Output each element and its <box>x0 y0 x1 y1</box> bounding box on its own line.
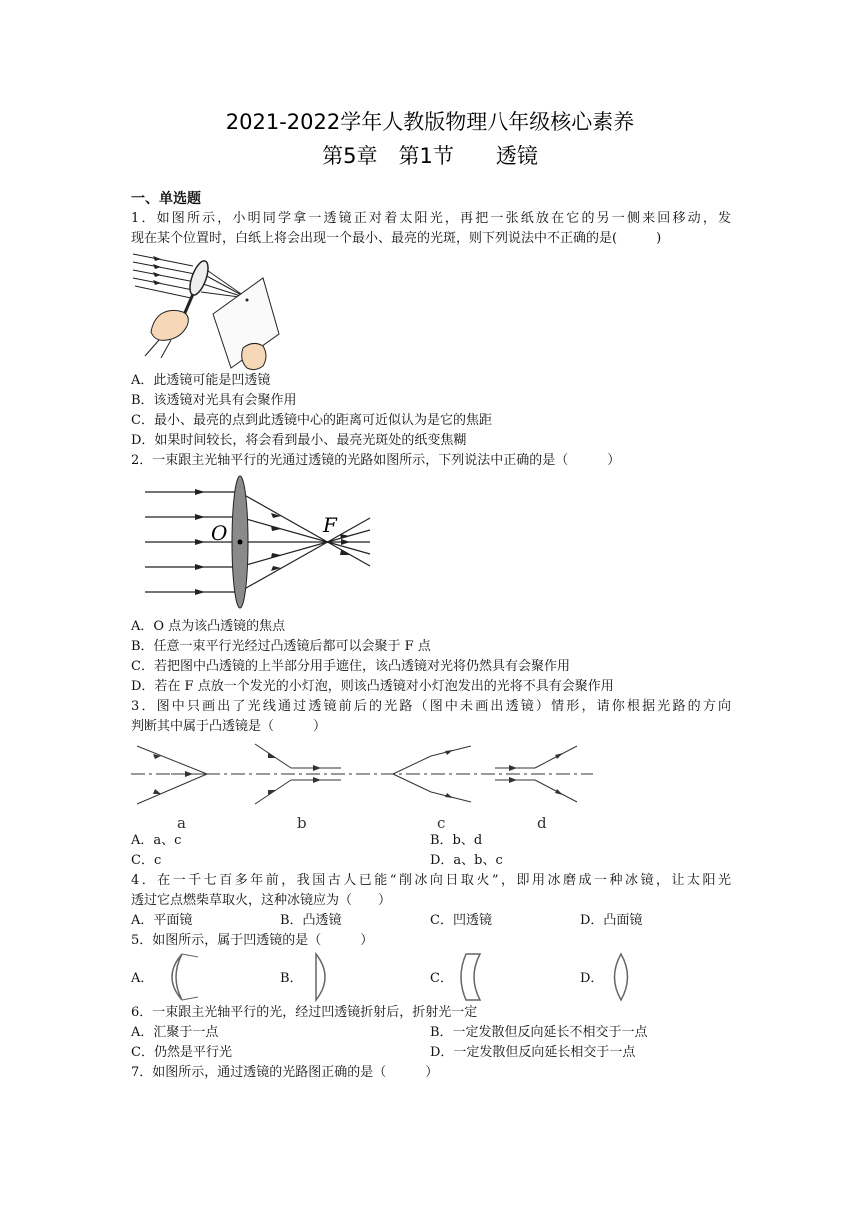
q5-lens-b-icon <box>308 952 338 1002</box>
q6-option-c[interactable]: C．仍然是平行光 <box>131 1045 232 1060</box>
q6-option-d[interactable]: D．一定发散但反向延长相交于一点 <box>430 1045 636 1060</box>
q2-label-f: F <box>323 513 337 537</box>
q5-option-b[interactable]: B． <box>280 971 303 986</box>
q2-option-d[interactable]: D．若在 F 点放一个发光的小灯泡，则该凸透镜对小灯泡发出的光将不具有会聚作用 <box>131 679 614 694</box>
q6-stem: 6．一束跟主光轴平行的光，经过凹透镜折射后，折射光一定 <box>131 1005 478 1020</box>
q2-option-b[interactable]: B．任意一束平行光经过凸透镜后都可以会聚于 F 点 <box>131 639 431 654</box>
q3-option-d[interactable]: D．a、b、c <box>430 853 503 868</box>
q3-label-b: b <box>297 814 307 832</box>
q2-label-o: O <box>211 521 228 545</box>
document-subtitle: 第5章 第1节 透镜 <box>322 144 538 168</box>
q5-option-d[interactable]: D． <box>580 971 604 986</box>
section-heading: 一、单选题 <box>131 191 201 207</box>
q3-label-d: d <box>537 814 547 832</box>
q5-option-a[interactable]: A． <box>131 971 154 986</box>
q3-option-c[interactable]: C．c <box>131 853 162 868</box>
q3-option-b[interactable]: B．b、d <box>430 833 483 848</box>
q3-option-a[interactable]: A．a、c <box>131 833 182 848</box>
q1-option-c[interactable]: C．最小、最亮的点到此透镜中心的距离可近似认为是它的焦距 <box>131 413 492 428</box>
q4-option-c[interactable]: C．凹透镜 <box>430 913 492 928</box>
q6-option-a[interactable]: A．汇聚于一点 <box>131 1025 219 1040</box>
q1-stem-line2: 现在某个位置时，白纸上将会出现一个最小、最亮的光斑，则下列说法中不正确的是( ) <box>131 231 662 246</box>
q3-label-c: c <box>437 814 446 832</box>
document-title: 2021-2022学年人教版物理八年级核心素养 <box>225 110 635 134</box>
q7-stem: 7．如图所示，通过透镜的光路图正确的是（ ） <box>131 1065 439 1080</box>
q5-stem: 5．如图所示，属于凹透镜的是（ ） <box>131 933 374 948</box>
q3-figure-light-paths <box>131 738 601 830</box>
q1-option-b[interactable]: B．该透镜对光具有会聚作用 <box>131 393 297 408</box>
q4-option-a[interactable]: A．平面镜 <box>131 913 193 928</box>
q6-option-b[interactable]: B．一定发散但反向延长不相交于一点 <box>430 1025 648 1040</box>
q3-label-a: a <box>177 814 186 832</box>
q1-figure-lens-paper <box>131 248 281 372</box>
q1-stem-line1: 1．如图所示，小明同学拿一透镜正对着太阳光，再把一张纸放在它的另一侧来回移动，发 <box>131 211 731 226</box>
q2-figure-convex-lens <box>145 474 375 614</box>
q2-option-c[interactable]: C．若把图中凸透镜的上半部分用手遮住，该凸透镜对光将仍然具有会聚作用 <box>131 659 570 674</box>
q2-stem: 2．一束跟主光轴平行的光通过透镜的光路如图所示，下列说法中正确的是（ ） <box>131 453 621 468</box>
q3-stem-line2: 判断其中属于凸透镜是（ ） <box>131 719 327 734</box>
q1-option-a[interactable]: A．此透镜可能是凹透镜 <box>131 373 271 388</box>
q4-stem-line2: 透过它点燃柴草取火，这种冰镜应为（ ） <box>131 893 392 908</box>
q4-option-b[interactable]: B．凸透镜 <box>280 913 342 928</box>
q5-lens-c-icon <box>456 952 486 1002</box>
q4-stem-line1: 4．在一千七百多年前，我国古人已能“削冰向日取火”，即用冰磨成一种冰镜，让太阳光 <box>131 873 731 888</box>
q2-option-a[interactable]: A．O 点为该凸透镜的焦点 <box>131 619 286 634</box>
q3-stem-line1: 3．图中只画出了光线通过透镜前后的光路（图中未画出透镜）情形，请你根据光路的方向 <box>131 699 731 714</box>
q4-option-d[interactable]: D．凸面镜 <box>580 913 643 928</box>
q5-lens-d-icon <box>606 952 636 1002</box>
q5-option-c[interactable]: C． <box>430 971 453 986</box>
q5-lens-a-icon <box>160 952 200 1002</box>
q1-option-d[interactable]: D．如果时间较长，将会看到最小、最亮光斑处的纸变焦糊 <box>131 433 467 448</box>
